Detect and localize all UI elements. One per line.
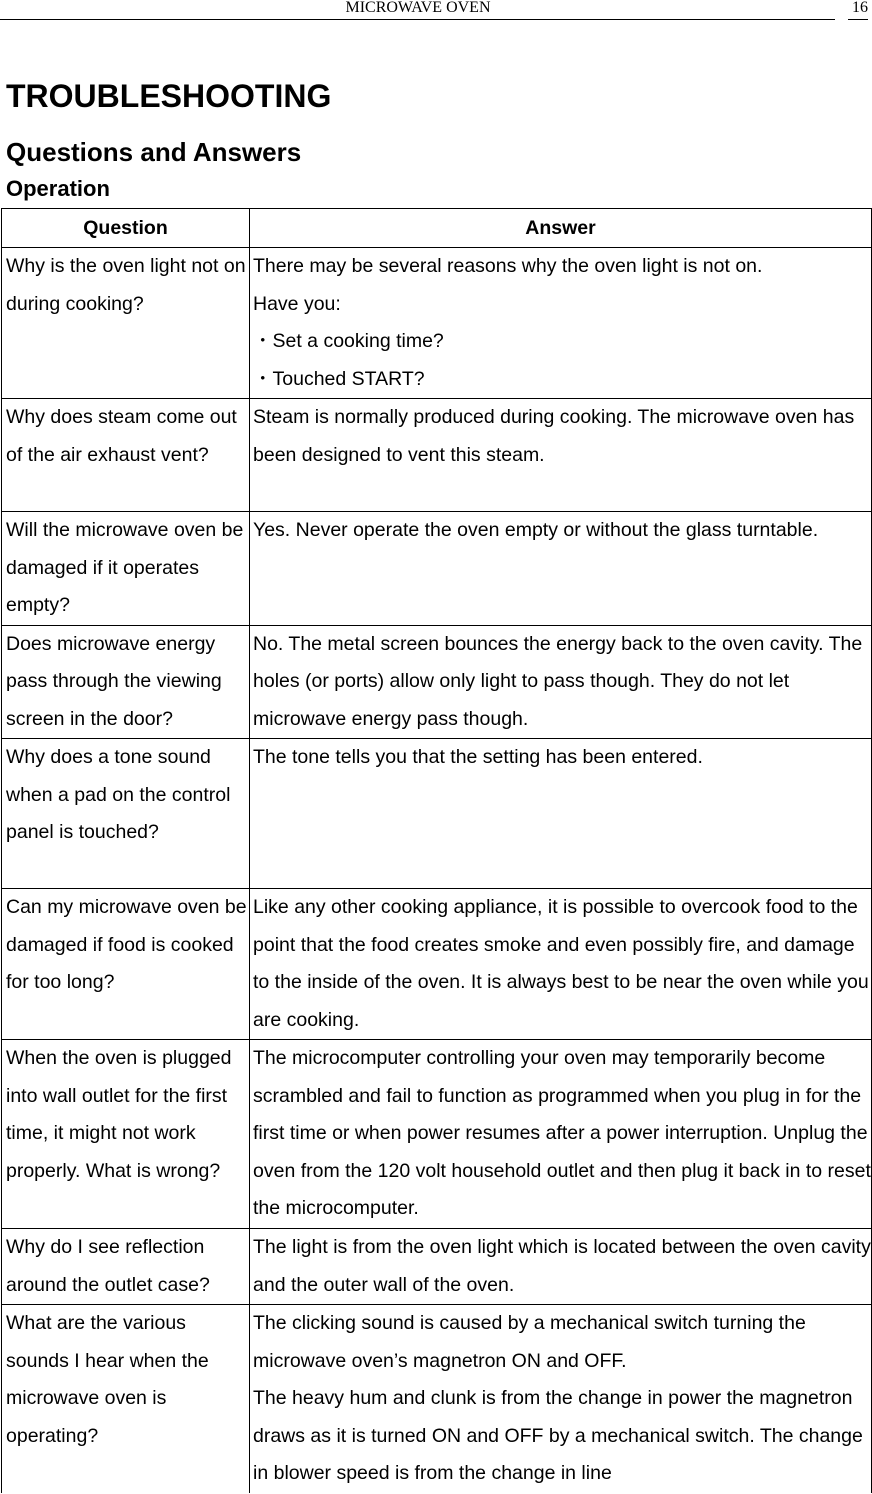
table-header-row bbox=[2, 209, 872, 248]
question-cell: Why does a tone sound when a pad on the control panel is touched? bbox=[2, 739, 250, 889]
answer-cell bbox=[250, 889, 872, 1040]
category-title: Operation bbox=[6, 176, 110, 201]
table-row bbox=[2, 399, 872, 512]
answer-cell bbox=[250, 625, 872, 739]
answer-text: There may be several reasons why the oven light is not on. bbox=[253, 255, 763, 277]
header-rule bbox=[0, 19, 835, 20]
answer-cell bbox=[250, 1040, 872, 1229]
question-cell: Does microwave energy pass through the viewing screen in the door? bbox=[2, 625, 250, 739]
table-row bbox=[2, 625, 872, 739]
answer-text: The light is from the oven light which is located between the oven cavity and the outer wall of the oven. bbox=[253, 1236, 871, 1296]
answer-text: The tone tells you that the setting has been entered. bbox=[253, 746, 703, 768]
column-header-answer: Answer bbox=[250, 209, 872, 248]
answer-bullet: ・Touched START? bbox=[253, 367, 425, 390]
table-row bbox=[2, 248, 872, 399]
page-number: 16 bbox=[852, 0, 868, 16]
qa-table bbox=[1, 208, 872, 1493]
table-row bbox=[2, 1305, 872, 1493]
answer-bullet: ・Set a cooking time? bbox=[253, 330, 444, 352]
answer-text: The clicking sound is caused by a mechanical switch turning the microwave oven’s magnetron ON and OFF. bbox=[253, 1312, 806, 1372]
table-row bbox=[2, 512, 872, 626]
answer-cell bbox=[250, 399, 872, 512]
column-header-question: Question bbox=[2, 209, 250, 248]
answer-cell bbox=[250, 248, 872, 399]
header-title: MICROWAVE OVEN bbox=[345, 0, 491, 16]
section-title: TROUBLESHOOTING bbox=[6, 78, 332, 114]
question-cell: When the oven is plugged into wall outlet for the first time, it might not work properly. What is wrong? bbox=[2, 1040, 250, 1229]
question-cell: Why is the oven light not on during cooking? bbox=[2, 248, 250, 399]
running-header bbox=[0, 0, 872, 24]
answer-text: No. The metal screen bounces the energy back to the oven cavity. The holes (or ports) allow only light to pass though. They do not let microwave energy pass though. bbox=[253, 632, 863, 730]
answer-cell bbox=[250, 1305, 872, 1493]
table-row bbox=[2, 1229, 872, 1305]
answer-cell bbox=[250, 1229, 872, 1305]
answer-text: Like any other cooking appliance, it is possible to overcook food to the point that the food creates smoke and even possibly fire, and damage to the inside of the oven. It is always best to be near the oven while you are cooking. bbox=[253, 896, 869, 1031]
table-row bbox=[2, 739, 872, 889]
table-row bbox=[2, 889, 872, 1040]
question-cell: What are the various sounds I hear when the microwave oven is operating? bbox=[2, 1305, 250, 1493]
answer-text: Steam is normally produced during cooking. The microwave oven has been designed to vent this steam. bbox=[253, 406, 855, 466]
question-cell: Why does steam come out of the air exhaust vent? bbox=[2, 399, 250, 512]
answer-text: The heavy hum and clunk is from the change in power the magnetron draws as it is turned ON and OFF by a mechanical switch. The change in blower speed is from the change in line bbox=[253, 1387, 863, 1484]
answer-text: Have you: bbox=[253, 292, 341, 315]
page-number-rule bbox=[848, 19, 868, 20]
answer-cell bbox=[250, 512, 872, 626]
table-row bbox=[2, 1040, 872, 1229]
answer-cell bbox=[250, 739, 872, 889]
answer-text: Yes. Never operate the oven empty or without the glass turntable. bbox=[253, 519, 819, 541]
question-cell: Can my microwave oven be damaged if food is cooked for too long? bbox=[2, 889, 250, 1040]
question-cell: Why do I see reflection around the outlet case? bbox=[2, 1229, 250, 1305]
question-cell: Will the microwave oven be damaged if it operates empty? bbox=[2, 512, 250, 626]
subsection-title: Questions and Answers bbox=[6, 137, 302, 167]
answer-text: The microcomputer controlling your oven may temporarily become scrambled and fail to function as programmed when you plug in for the first time or when power resumes after a power interruption. Unplug the oven from the 120 volt household outlet and then plug it back in to reset the microcomputer. bbox=[253, 1047, 871, 1219]
